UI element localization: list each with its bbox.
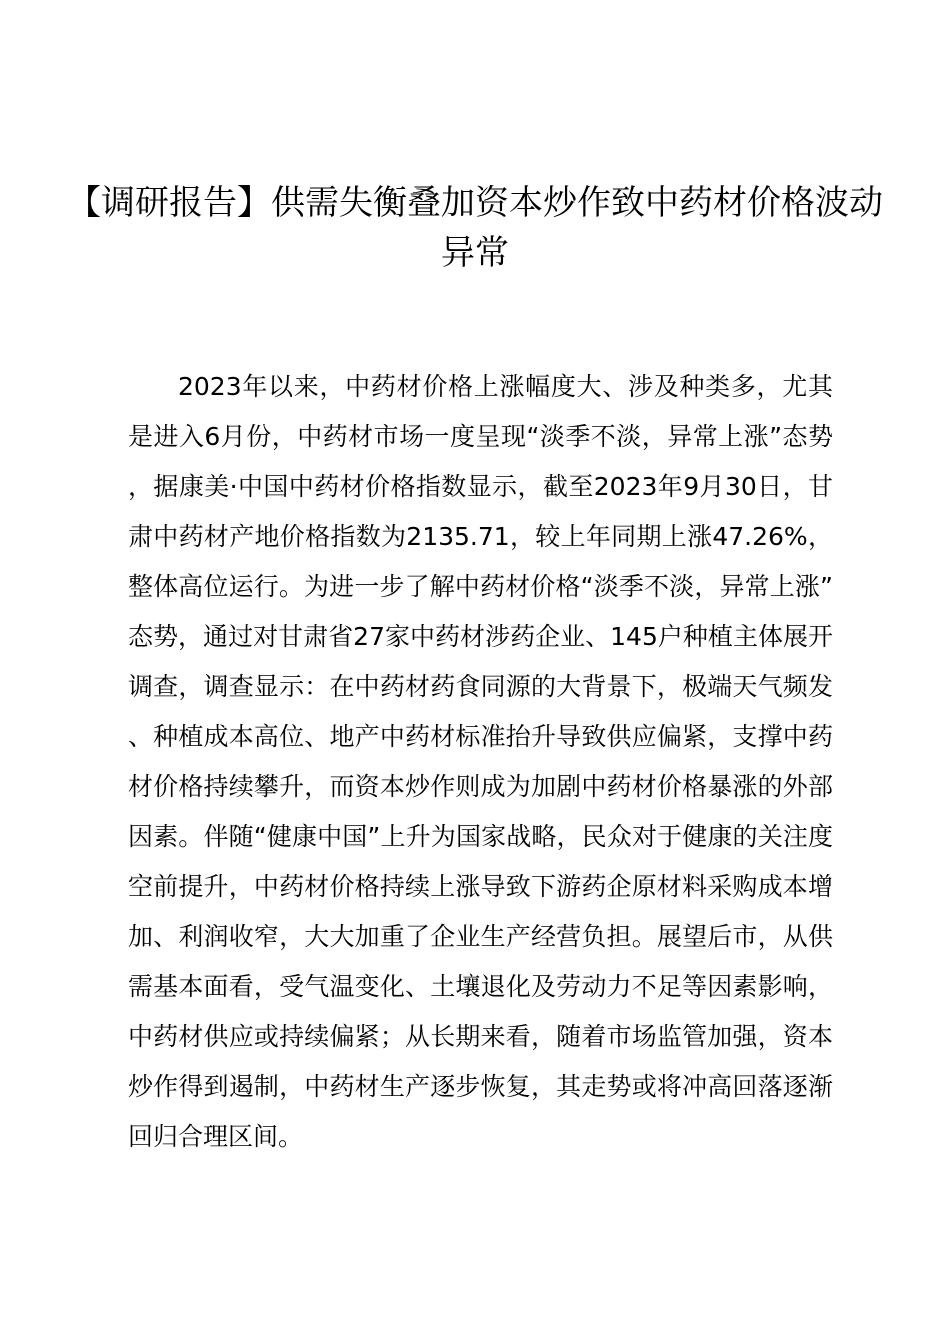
document-title: 【调研报告】供需失衡叠加资本炒作致中药材价格波动异常 — [67, 183, 883, 273]
body-paragraph: 2023年以来，中药材价格上涨幅度大、涉及种类多，尤其是进入6月份，中药材市场一度呈现“淡季不淡，异常上涨”态势，据康美·中国中药材价格指数显示，截至2023年9月30日，甘肃中药材产地价格指数为2135.71，较上年同期上涨47.26%，整体高位运行。为进一步了解中药材价格“淡季不淡，异常上涨”态势，通过对甘肃省27家中药材涉药企业、145户种植主体展开调查，调查显示：在中药材药食同源的大背景下，极端天气频发、种植成本高位、地产中药材标准抬升导致供应偏紧，支撑中药材价格持续攀升，而资本炒作则成为加剧中药材价格暴涨的外部因素。伴随“健康中国”上升为国家战略，民众对于健康的关注度空前提升，中药材价格持续上涨导致下游药企原材料采购成本增加、利润收窄，大大加重了企业生产经营负担。展望后市，从供需基本面看，受气温变化、土壤退化及劳动力不足等因素影响，中药材供应或持续偏紧；从长期来看，随着市场监管加强，资本炒作得到遏制，中药材生产逐步恢复，其走势或将冲高回落逐渐回归合理区间。 — [128, 372, 833, 1151]
